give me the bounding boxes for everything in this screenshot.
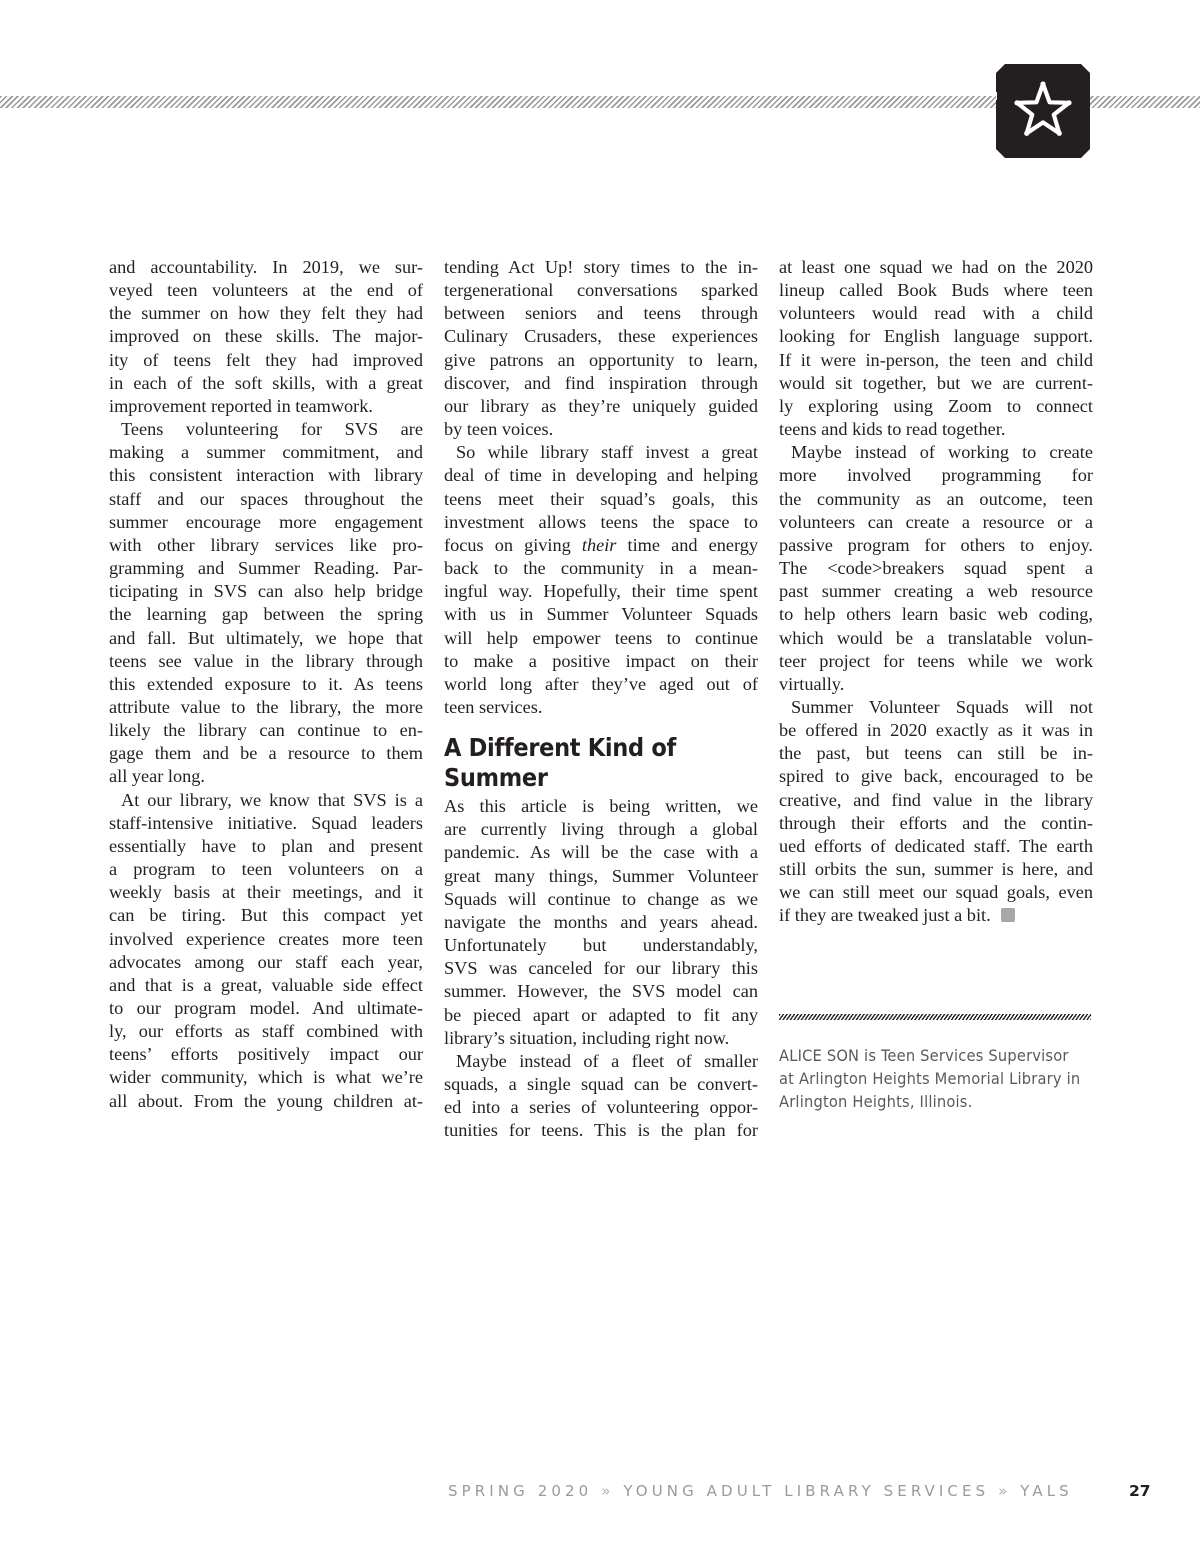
bio-line: at Arlington Heights Memorial Library in [779, 1069, 1081, 1088]
text-line: As this article is being written, we [444, 796, 758, 817]
bio-line: Arlington Heights, Illinois. [779, 1092, 973, 1111]
paragraph [444, 1050, 758, 1143]
text-line: gramming and Summer Reading. Par- [109, 558, 423, 579]
text-line: deal of time in developing and helping [444, 465, 758, 486]
text-line: If it were in-person, the teen and child [779, 349, 1093, 370]
text-line: attribute value to the library, the more [109, 696, 423, 717]
paragraph [779, 696, 1093, 928]
text-line: ued efforts of dedicated staff. The earth [779, 835, 1093, 856]
text-line: teen services. [444, 696, 543, 717]
text-line: passive program for others to enjoy. [779, 534, 1093, 555]
text-line: ly, our efforts as staff combined with [109, 1021, 423, 1042]
text-line: The <code>breakers squad spent a [779, 558, 1093, 579]
footer-abbrev: YALS [1020, 1482, 1073, 1500]
text-line: discover, and find inspiration through [444, 372, 758, 393]
text-line: still orbits the sun, summer is here, and [779, 859, 1093, 880]
text-line: library’s situation, including right now. [444, 1027, 730, 1048]
text-line: the community as an outcome, teen [779, 488, 1093, 509]
text-line: teens meet their squad’s goals, this [444, 488, 758, 509]
text-line: and that is a great, valuable side effect [109, 974, 423, 995]
section-heading: A Different Kind of Summer [444, 733, 676, 793]
page-number: 27 [1129, 1482, 1151, 1500]
text-line: all year long. [109, 766, 205, 787]
footer-publication: YOUNG ADULT LIBRARY SERVICES [623, 1482, 990, 1500]
text-line: through their efforts and the contin- [779, 812, 1093, 833]
text-line: more involved programming for [779, 465, 1093, 486]
text-line: would sit together, but we are current- [779, 372, 1093, 393]
text-line: involved experience creates more teen [109, 928, 423, 949]
text-line: world long after they’ve aged out of [444, 673, 758, 694]
text-line: volunteers can create a resource or a [779, 511, 1093, 532]
text-line: weekly basis at their meetings, and it [109, 882, 423, 903]
text-line: teens see value in the library through [109, 650, 423, 671]
article-column-1 [109, 256, 423, 1113]
text-line: teens’ efforts positively impact our [109, 1044, 423, 1065]
text-line: back to the community in a mean- [444, 558, 758, 579]
text-line: be pieced apart or adapted to fit any [444, 1004, 758, 1025]
text-line: to make a positive impact on their [444, 650, 758, 671]
text-line: in each of the soft skills, with a great [109, 372, 423, 393]
text-line: spired to give back, encouraged to be [779, 766, 1093, 787]
text-line: Summer Volunteer Squads will not [791, 696, 1093, 717]
text-line: a program to teen volunteers on a [109, 859, 423, 880]
text-line: between seniors and teens through [444, 303, 758, 324]
text-line: looking for English language support. [779, 326, 1093, 347]
text-line: tunities for teens. This is the plan for [444, 1120, 758, 1141]
text-line: likely the library can continue to en- [109, 720, 423, 741]
footer-season: SPRING 2020 [448, 1482, 593, 1500]
article-column-2 [444, 256, 758, 1142]
text-line: are currently living through a global [444, 819, 758, 840]
text-line: tending Act Up! story times to the in- [444, 257, 758, 277]
text-line: squads, a single squad can be convert- [444, 1074, 758, 1094]
text-line: ticipating in SVS can also help bridge [109, 581, 423, 602]
section-badge [996, 64, 1090, 158]
text-line: teens and kids to read together. [779, 419, 1006, 440]
text-line: be offered in 2020 exactly as it was in [779, 720, 1093, 741]
text-line: the summer on how they felt they had [109, 303, 423, 324]
text-line: veyed teen volunteers at the end of [109, 280, 423, 301]
text-line: improvement reported in teamwork. [109, 395, 373, 416]
text-line: gage them and be a resource to them [109, 743, 423, 764]
paragraph [109, 418, 423, 789]
star-icon [996, 64, 1090, 158]
paragraph [444, 256, 758, 441]
text-line: navigate the months and years ahead. [444, 911, 758, 932]
text-line: creative, and find value in the library [779, 789, 1093, 810]
text-line: Squads will continue to change as we [444, 888, 758, 909]
bio-divider [779, 1014, 1091, 1020]
text-line: ly exploring using Zoom to connect [779, 395, 1093, 416]
text-line: at least one squad we had on the 2020 [779, 257, 1093, 277]
text-line: essentially have to plan and present [109, 835, 423, 856]
text-line: SVS was canceled for our library this [444, 958, 758, 979]
text-line: focus on giving their time and energy [444, 534, 758, 555]
footer-separator: » [601, 1482, 615, 1500]
text-line: Maybe instead of working to create [791, 442, 1093, 463]
text-line: with us in Summer Volunteer Squads [444, 604, 758, 625]
text-line: Unfortunately but understandably, [444, 935, 758, 956]
text-line: volunteers would read with a child [779, 303, 1093, 324]
text-line: and fall. But ultimately, we hope that [109, 627, 423, 648]
end-of-article-icon [1001, 908, 1015, 922]
text-line: virtually. [779, 673, 845, 694]
article-column-3 [779, 256, 1093, 928]
text-line: our library as they’re uniquely guided [444, 395, 758, 416]
text-line: which would be a translatable volun- [779, 627, 1093, 648]
text-line: to our program model. And ultimate- [109, 998, 423, 1018]
text-line: if they are tweaked just a bit. [779, 904, 1093, 927]
paragraph [109, 789, 423, 1113]
text-line: great many things, Summer Volunteer [444, 865, 758, 886]
text-line: Maybe instead of a fleet of smaller [456, 1050, 758, 1071]
text-line: will help empower teens to continue [444, 627, 758, 648]
text-line: ity of teens felt they had improved [109, 349, 423, 370]
text-line: by teen voices. [444, 419, 554, 440]
text-line: all about. From the young children at- [109, 1090, 423, 1111]
text-line: this extended exposure to it. As teens [109, 673, 423, 694]
text-line: improved on these skills. The major- [109, 326, 423, 347]
bio-line: ALICE SON is Teen Services Supervisor [779, 1046, 1069, 1065]
text-line: making a summer commitment, and [109, 442, 423, 463]
text-line: Teens volunteering for SVS are [121, 419, 423, 440]
text-line: advocates among our staff each year, [109, 951, 423, 972]
text-line: staff and our spaces throughout the [109, 488, 423, 509]
text-line: ed into a series of volunteering oppor- [444, 1097, 758, 1118]
text-line: the learning gap between the spring [109, 604, 423, 625]
text-line: wider community, which is what we’re [109, 1067, 423, 1088]
text-line: investment allows teens the space to [444, 511, 758, 532]
text-line: staff-intensive initiative. Squad leaders [109, 812, 423, 833]
paragraph [444, 441, 758, 719]
text-line: we can still meet our squad goals, even [779, 882, 1093, 903]
page-footer [448, 1480, 1096, 1502]
text-line: summer encourage more engagement [109, 511, 423, 532]
text-line: to help others learn basic web coding, [779, 604, 1093, 625]
footer-separator: » [998, 1482, 1012, 1500]
text-line: tergenerational conversations sparked [444, 280, 758, 301]
text-line: At our library, we know that SVS is a [121, 789, 423, 810]
text-line: ingful way. Hopefully, their time spent [444, 581, 758, 602]
text-line: Culinary Crusaders, these experiences [444, 326, 758, 347]
text-line: with other library services like pro- [109, 534, 423, 555]
paragraph [109, 256, 423, 418]
author-bio [779, 1044, 1099, 1113]
text-line: can be tiring. But this compact yet [109, 905, 423, 926]
text-line: the past, but teens can still be in- [779, 743, 1093, 764]
text-line: lineup called Book Buds where teen [779, 280, 1093, 301]
paragraph [779, 441, 1093, 696]
text-line: give patrons an opportunity to learn, [444, 349, 758, 370]
text-line: and accountability. In 2019, we sur- [109, 257, 423, 277]
text-line: past summer creating a web resource [779, 581, 1093, 602]
text-line: pandemic. As will be the case with a [444, 842, 758, 863]
text-line: summer. However, the SVS model can [444, 981, 758, 1002]
paragraph [779, 256, 1093, 441]
text-line: this consistent interaction with library [109, 465, 423, 486]
text-line: teer project for teens while we work [779, 650, 1093, 671]
paragraph [444, 795, 758, 1050]
text-line: So while library staff invest a great [456, 442, 758, 463]
